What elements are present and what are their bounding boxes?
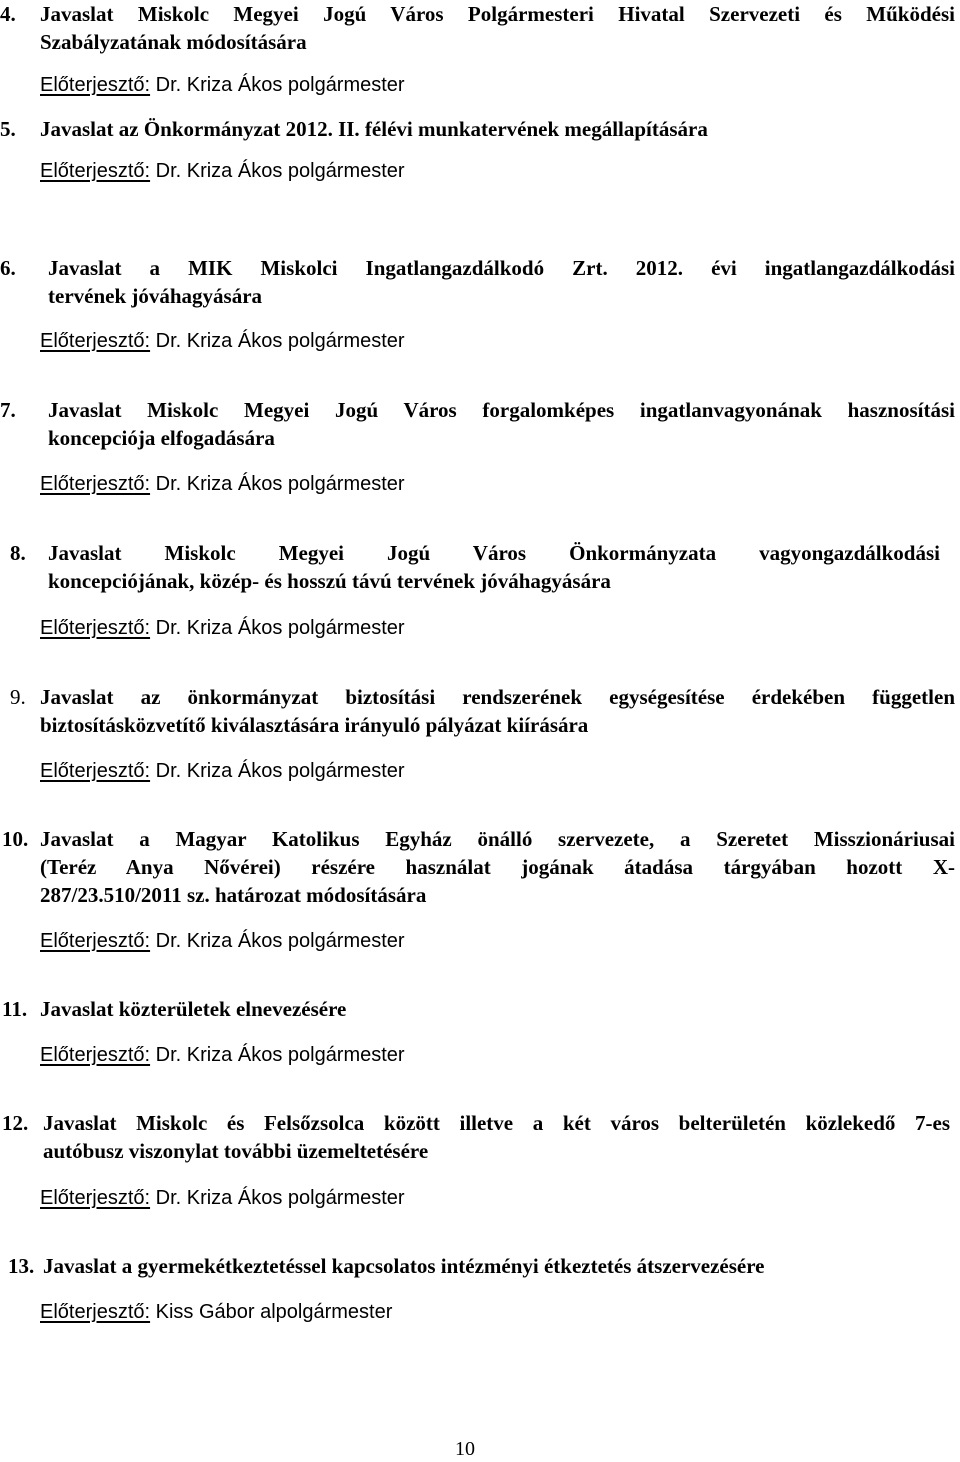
presenter-name: Dr. Kriza Ákos polgármester [150,930,405,952]
presenter-name: Dr. Kriza Ákos polgármester [150,1044,405,1066]
agenda-item-title-line: 287/23.510/2011 sz. határozat módosítására [40,883,427,907]
agenda-item-number: 5. [0,117,16,141]
agenda-item-number: 11. [2,997,28,1021]
agenda-item-number: 13. [8,1254,35,1278]
agenda-item-title-line: Javaslat Miskolc és Felsőzsolca között illetve a két város belterületén közlekedő 7-es [43,1111,950,1135]
presenter-name: Dr. Kriza Ákos polgármester [150,473,405,495]
presenter-label: Előterjesztő: [40,160,151,182]
agenda-item-title-line: (Teréz Anya Nővérei) részére használat jogának átadása tárgyában hozott X- [40,855,955,879]
presenter-name: Dr. Kriza Ákos polgármester [150,760,405,782]
presenter-line [40,758,405,784]
presenter-line [40,1299,392,1325]
agenda-item-title-line: Javaslat az önkormányzat biztosítási rendszerének egységesítése érdekében független [40,685,955,709]
presenter-name: Dr. Kriza Ákos polgármester [150,1187,405,1209]
presenter-label: Előterjesztő: [40,617,151,639]
agenda-item-title-line: Javaslat az Önkormányzat 2012. II. félévi munkatervének megállapítására [40,117,708,141]
presenter-name: Dr. Kriza Ákos polgármester [150,617,405,639]
presenter-label: Előterjesztő: [40,473,151,495]
agenda-item-number: 10. [2,827,29,851]
agenda-item-title-line: Javaslat a Magyar Katolikus Egyház önálló szervezete, a Szeretet Misszionáriusai [40,827,955,851]
presenter-line [40,615,405,641]
presenter-line [40,471,405,497]
agenda-item-title-line: Javaslat a gyermekétkeztetéssel kapcsolatos intézményi étkeztetés átszervezésére [43,1254,765,1278]
agenda-item-title-line: biztosításközvetítő kiválasztására irányuló pályázat kiírására [40,713,589,737]
agenda-item-title-line: koncepciójának, közép- és hosszú távú tervének jóváhagyására [48,569,611,593]
agenda-item-title-line: tervének jóváhagyására [48,284,263,308]
presenter-line [40,928,405,954]
agenda-item-title-line: Javaslat közterületek elnevezésére [40,997,347,1021]
presenter-line [40,1185,405,1211]
agenda-item-title-line: autóbusz viszonylat további üzemeltetésére [43,1139,429,1163]
presenter-name: Dr. Kriza Ákos polgármester [150,74,405,96]
agenda-item-number: 4. [0,2,16,26]
agenda-item-title-line: koncepciója elfogadására [48,426,275,450]
presenter-name: Dr. Kriza Ákos polgármester [150,160,405,182]
agenda-item-number: 12. [2,1111,29,1135]
page-number: 10 [455,1438,475,1460]
presenter-label: Előterjesztő: [40,1044,151,1066]
agenda-item-number: 8. [10,541,26,565]
presenter-line [40,72,405,98]
presenter-label: Előterjesztő: [40,1187,151,1209]
agenda-item-number: 7. [0,398,16,422]
presenter-label: Előterjesztő: [40,330,151,352]
presenter-name: Kiss Gábor alpolgármester [150,1301,393,1323]
presenter-line [40,158,405,184]
presenter-label: Előterjesztő: [40,1301,151,1323]
agenda-item-title-line: Javaslat Miskolc Megyei Jogú Város Önkormányzata vagyongazdálkodási [48,541,940,565]
presenter-label: Előterjesztő: [40,74,151,96]
agenda-item-number: 9. [10,685,26,709]
presenter-label: Előterjesztő: [40,760,151,782]
presenter-line [40,328,405,354]
presenter-line [40,1042,405,1068]
agenda-item-title-line: Javaslat Miskolc Megyei Jogú Város forgalomképes ingatlanvagyonának hasznosítási [48,398,955,422]
presenter-label: Előterjesztő: [40,930,151,952]
agenda-item-title-line: Javaslat a MIK Miskolci Ingatlangazdálkodó Zrt. 2012. évi ingatlangazdálkodási [48,256,955,280]
presenter-name: Dr. Kriza Ákos polgármester [150,330,405,352]
agenda-item-title-line: Szabályzatának módosítására [40,30,307,54]
agenda-item-number: 6. [0,256,16,280]
agenda-item-title-line: Javaslat Miskolc Megyei Jogú Város Polgármesteri Hivatal Szervezeti és Működési [40,2,955,26]
